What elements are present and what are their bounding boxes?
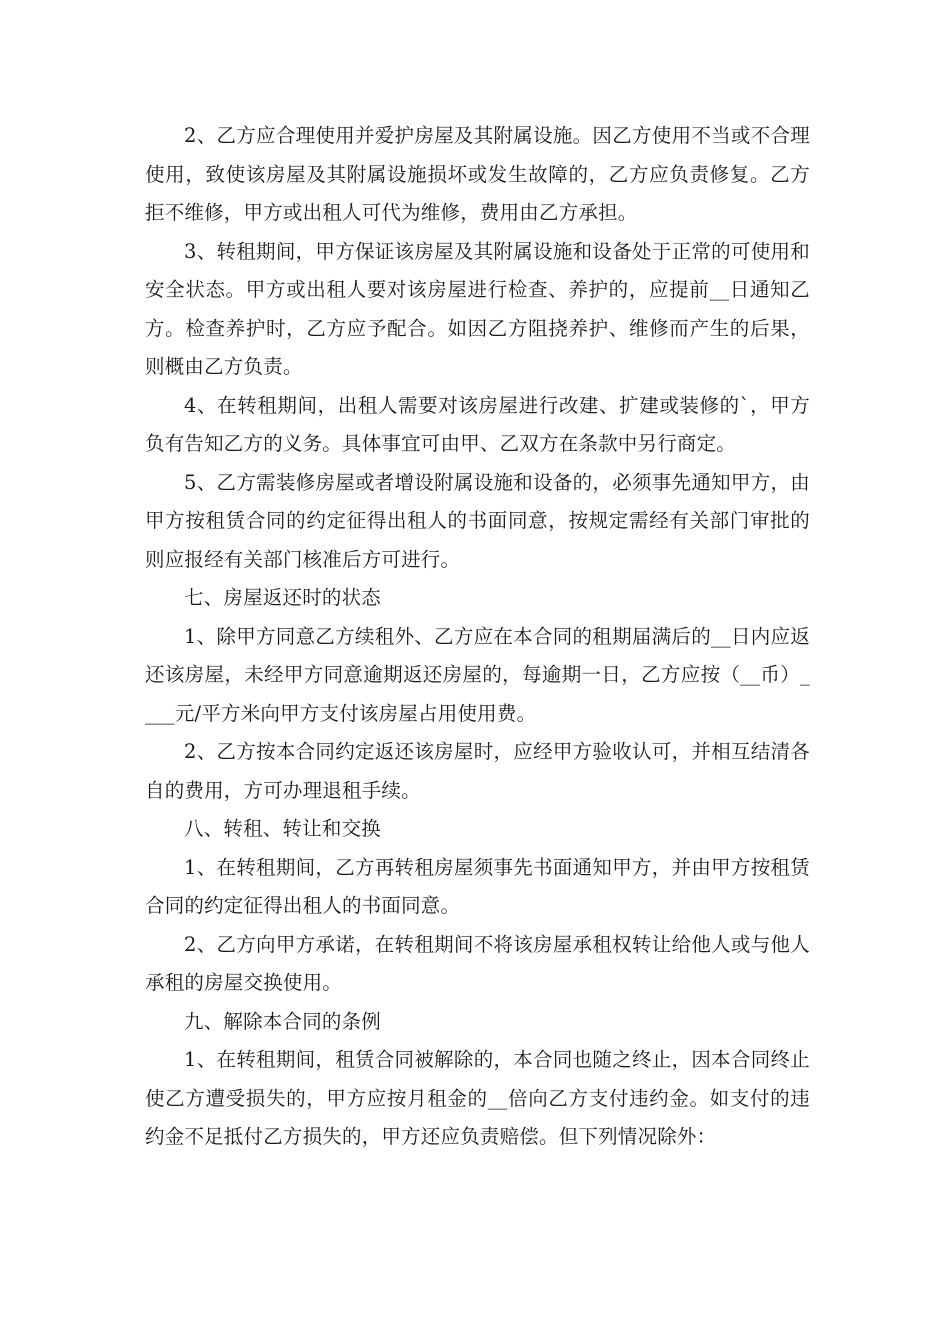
section-heading: 七、房屋返还时的状态: [184, 586, 382, 609]
clause-paragraph: 5、乙方需装修房屋或者增设附属设施和设备的，必须事先通知甲方，由甲方按租赁合同的约定征得出租人的书面同意，按规定需经有关部门审批的则应报经有关部门核准后方可进行。: [145, 470, 810, 571]
section-heading: 八、转租、转让和交换: [184, 817, 382, 840]
clause-paragraph: 2、乙方向甲方承诺，在转租期间不将该房屋承租权转让给他人或与他人承租的房屋交换使用。: [145, 932, 810, 994]
document-page: [145, 117, 810, 1157]
clause-paragraph: 1、除甲方同意乙方续租外、乙方应在本合同的租期届满后的__日内应返还该房屋，未经甲方同意逾期返还房屋的，每逾期一日，乙方应按（__币）____元/平方米向甲方支付该房屋占用使用费。: [145, 624, 810, 725]
clause-paragraph: 2、乙方按本合同约定返还该房屋时，应经甲方验收认可，并相互结清各自的费用，方可办理退租手续。: [145, 740, 810, 802]
clause-paragraph: 4、在转租期间，出租人需要对该房屋进行改建、扩建或装修的`，甲方负有告知乙方的义务。具体事宜可由甲、乙双方在条款中另行商定。: [145, 393, 810, 455]
clause-paragraph: 3、转租期间，甲方保证该房屋及其附属设施和设备处于正常的可使用和安全状态。甲方或出租人要对该房屋进行检查、养护的，应提前__日通知乙方。检查养护时，乙方应予配合。如因乙方阻挠养护、维修而产生的后果，则概由乙方负责。: [145, 239, 810, 378]
clause-paragraph: 2、乙方应合理使用并爱护房屋及其附属设施。因乙方使用不当或不合理使用，致使该房屋及其附属设施损坏或发生故障的，乙方应负责修复。乙方拒不维修，甲方或出租人可代为维修，费用由乙方承担。: [145, 124, 810, 224]
clause-paragraph: 1、在转租期间，租赁合同被解除的，本合同也随之终止，因本合同终止使乙方遭受损失的，甲方应按月租金的__倍向乙方支付违约金。如支付的违约金不足抵付乙方损失的，甲方还应负责赔偿。但下列情况除外：: [145, 1048, 810, 1148]
clause-paragraph: 1、在转租期间，乙方再转租房屋须事先书面通知甲方，并由甲方按租赁合同的约定征得出租人的书面同意。: [145, 855, 810, 917]
section-heading: 九、解除本合同的条例: [184, 1009, 382, 1033]
